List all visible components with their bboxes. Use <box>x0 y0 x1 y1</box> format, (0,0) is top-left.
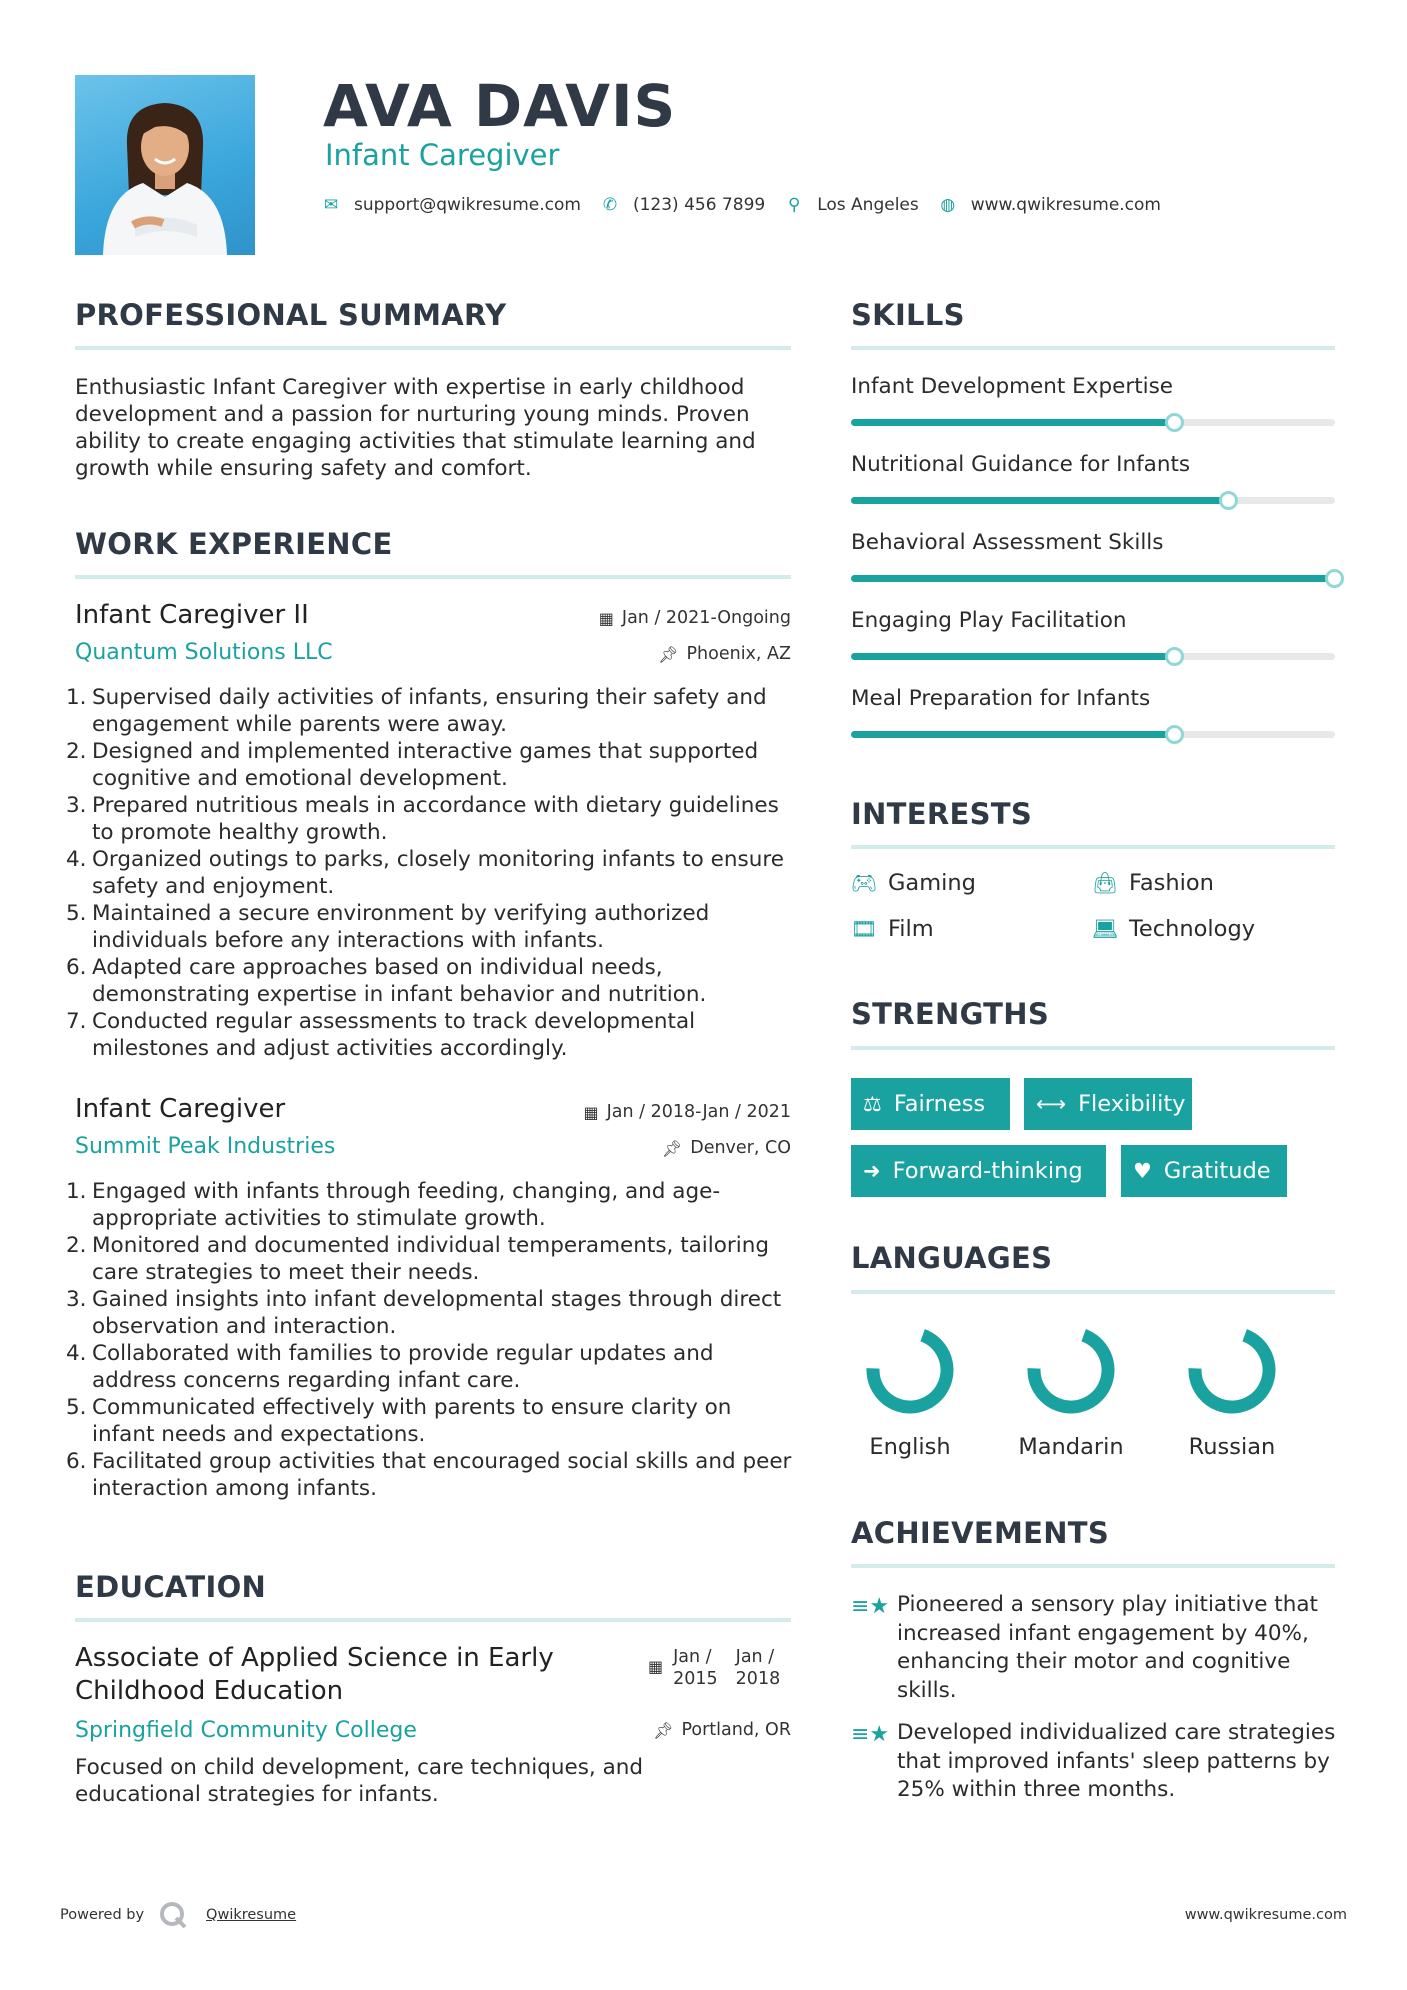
section-title-languages: LANGUAGES <box>851 1241 1053 1275</box>
section-title-achievements: ACHIEVEMENTS <box>851 1516 1110 1550</box>
person-illustration <box>75 75 255 255</box>
strength-tag-gratitude: ♥ Gratitude <box>1121 1145 1287 1197</box>
skill-bar-knob <box>1165 413 1184 432</box>
achievement-item: ≡★ Pioneered a sensory play initiative that increased infant engagement by 40%, enhancing their motor and cognitive skills. <box>851 1591 1341 1705</box>
thumbtack-icon: 📌︎ <box>653 1720 674 1740</box>
list-item: 4. Organized outings to parks, closely monitoring infants to ensure safety and enjoyment. <box>66 847 784 899</box>
job-company: Summit Peak Industries <box>75 1134 336 1159</box>
education-location-text: Portland, OR <box>681 1720 791 1740</box>
calendar-icon: ▦ <box>583 1102 599 1122</box>
contact-bar <box>322 195 1181 215</box>
job-location-text: Denver, CO <box>690 1138 791 1158</box>
language-ring <box>862 1322 958 1418</box>
envelope-icon: ✉ <box>323 195 339 215</box>
job-dates <box>500 608 791 628</box>
skill-bar-track <box>851 575 1335 582</box>
degree-title-line2: Childhood Education <box>75 1676 344 1706</box>
contact-phone[interactable]: (123) 456 7899 <box>632 195 766 215</box>
skill-bar-track <box>851 419 1335 426</box>
skill-bar-fill <box>851 497 1229 504</box>
candidate-title: Infant Caregiver <box>325 138 560 172</box>
globe-icon: ◍ <box>940 195 956 215</box>
section-divider <box>75 346 791 350</box>
arrow-right-icon: ➜ <box>863 1159 881 1183</box>
skill-bar-track <box>851 731 1335 738</box>
skill-bar-knob <box>1325 569 1344 588</box>
arrows-h-icon: ⟷ <box>1036 1092 1067 1116</box>
shopping-bag-icon: 👜︎ <box>1091 870 1119 895</box>
education-dates <box>648 1646 780 1690</box>
language-ring-arc <box>1185 1323 1280 1418</box>
footer-brand-link[interactable]: Qwikresume <box>206 1907 297 1923</box>
skill-bar-knob <box>1165 725 1184 744</box>
section-divider <box>851 1564 1335 1568</box>
skill-label: Behavioral Assessment Skills <box>851 530 1164 555</box>
section-divider <box>851 1290 1335 1294</box>
job-dates-text: Jan / 2021-Ongoing <box>621 608 791 628</box>
skill-label: Engaging Play Facilitation <box>851 608 1127 633</box>
achievement-item: ≡★ Developed individualized care strategies that improved infants' sleep patterns by 25% within three months. <box>851 1719 1341 1805</box>
heart-icon: ♥ <box>1133 1159 1152 1183</box>
degree-title-line1: Associate of Applied Science in Early <box>75 1643 554 1673</box>
list-item: 3. Gained insights into infant developmental stages through direct observation and interaction. <box>66 1287 782 1339</box>
job-dates <box>500 1102 791 1122</box>
skill-bar-knob <box>1165 647 1184 666</box>
section-title-summary: PROFESSIONAL SUMMARY <box>75 298 507 332</box>
strength-tag-fairness: ⚖ Fairness <box>851 1078 1010 1130</box>
skill-bar-fill <box>851 419 1175 426</box>
star-icon: ≡★ <box>851 1594 890 1619</box>
job-title: Infant Caregiver II <box>75 600 309 630</box>
skill-label: Infant Development Expertise <box>851 374 1174 399</box>
calendar-icon: ▦ <box>598 608 614 628</box>
section-title-education: EDUCATION <box>75 1570 267 1604</box>
thumbtack-icon: 📌︎ <box>658 644 679 664</box>
interest-gaming: 🎮︎ Gaming <box>850 870 976 896</box>
edu-start-month: Jan / <box>673 1647 712 1667</box>
edu-start-year: 2015 <box>673 1669 718 1689</box>
section-title-interests: INTERESTS <box>851 797 1033 831</box>
section-divider <box>75 575 791 579</box>
contact-email[interactable]: support@qwikresume.com <box>354 195 581 215</box>
skill-label: Nutritional Guidance for Infants <box>851 452 1191 477</box>
map-marker-icon: ⚲ <box>787 195 801 215</box>
job-bullets <box>66 684 796 1062</box>
job-bullets <box>66 1178 796 1502</box>
powered-by-text: Powered by <box>60 1907 145 1923</box>
edu-end-year: 2018 <box>735 1669 781 1689</box>
language-item <box>1162 1322 1302 1460</box>
job-location-text: Phoenix, AZ <box>686 644 791 664</box>
language-label: English <box>869 1434 951 1460</box>
candidate-name: AVA DAVIS <box>323 72 677 140</box>
summary-text: Enthusiastic Infant Caregiver with expertise in early childhood development and a passion for nurturing young minds. Proven ability to create engaging activities that stimulate learning and growth while ensuring safety and comfort. <box>75 375 756 481</box>
calendar-icon: ▦ <box>648 1657 664 1676</box>
edu-end-month: Jan / <box>735 1647 775 1667</box>
film-icon: 🎞︎ <box>850 916 878 941</box>
list-item: 1. Engaged with infants through feeding, changing, and age-appropriate activities to stimulate growth. <box>66 1179 721 1231</box>
job-company: Quantum Solutions LLC <box>75 640 333 665</box>
list-item: 5. Communicated effectively with parents to ensure clarity on infant needs and expectations. <box>66 1395 732 1447</box>
language-ring <box>1184 1322 1280 1418</box>
interest-technology: 💻︎ Technology <box>1091 916 1256 942</box>
list-item: 5. Maintained a secure environment by verifying authorized individuals before any interactions with infants. <box>66 901 710 953</box>
qwikresume-logo-icon <box>158 1900 188 1930</box>
section-divider <box>75 1618 791 1622</box>
interest-film: 🎞︎ Film <box>850 916 934 942</box>
language-ring-arc <box>863 1323 958 1418</box>
language-ring-arc <box>1024 1323 1119 1418</box>
skill-label: Meal Preparation for Infants <box>851 686 1151 711</box>
language-label: Mandarin <box>1018 1434 1124 1460</box>
list-item: 2. Monitored and documented individual temperaments, tailoring care strategies to meet their needs. <box>66 1233 769 1285</box>
school-name: Springfield Community College <box>75 1718 417 1743</box>
list-item: 4. Collaborated with families to provide regular updates and address concerns regarding infant care. <box>66 1341 714 1393</box>
language-ring <box>1023 1322 1119 1418</box>
contact-location: Los Angeles <box>817 195 919 215</box>
interest-fashion: 👜︎ Fashion <box>1091 870 1214 896</box>
laptop-icon: 💻︎ <box>1091 916 1119 941</box>
job-dates-text: Jan / 2018-Jan / 2021 <box>606 1102 791 1122</box>
language-label: Russian <box>1188 1434 1276 1460</box>
skill-bar-knob <box>1219 491 1238 510</box>
education-description: Focused on child development, care techniques, and educational strategies for infants. <box>75 1755 644 1807</box>
section-divider <box>851 845 1335 849</box>
skill-bar-fill <box>851 731 1175 738</box>
profile-photo <box>75 75 255 255</box>
section-divider <box>851 346 1335 350</box>
section-title-strengths: STRENGTHS <box>851 997 1050 1031</box>
balance-scale-icon: ⚖ <box>863 1092 882 1116</box>
job-location <box>500 644 791 664</box>
education-location <box>500 1720 791 1740</box>
thumbtack-icon: 📌︎ <box>661 1138 683 1158</box>
skill-bar-track <box>851 653 1335 660</box>
section-title-skills: SKILLS <box>851 298 965 332</box>
list-item: 1. Supervised daily activities of infants, ensuring their safety and engagement while parents were away. <box>66 685 767 737</box>
gamepad-icon: 🎮︎ <box>850 870 878 895</box>
list-item: 6. Facilitated group activities that encouraged social skills and peer interaction among infants. <box>66 1449 792 1501</box>
list-item: 3. Prepared nutritious meals in accordance with dietary guidelines to promote healthy growth. <box>66 793 779 845</box>
contact-website[interactable]: www.qwikresume.com <box>970 195 1161 215</box>
phone-icon: ✆ <box>602 195 618 215</box>
list-item: 6. Adapted care approaches based on individual needs, demonstrating expertise in infant behavior and nutrition. <box>66 955 707 1007</box>
list-item: 7. Conducted regular assessments to track developmental milestones and adjust activities accordingly. <box>66 1009 696 1061</box>
skill-bar-track <box>851 497 1335 504</box>
star-icon: ≡★ <box>851 1722 890 1747</box>
footer-website[interactable]: www.qwikresume.com <box>1184 1907 1347 1923</box>
strength-tag-flexibility: ⟷ Flexibility <box>1024 1078 1192 1130</box>
language-item <box>840 1322 980 1460</box>
section-title-experience: WORK EXPERIENCE <box>75 527 393 561</box>
language-item <box>1001 1322 1141 1460</box>
section-divider <box>851 1046 1335 1050</box>
skill-bar-fill <box>851 575 1335 582</box>
strength-tag-forward-thinking: ➜ Forward-thinking <box>851 1145 1106 1197</box>
list-item: 2. Designed and implemented interactive games that supported cognitive and emotional development. <box>66 739 759 791</box>
job-location <box>500 1138 791 1158</box>
job-title: Infant Caregiver <box>75 1094 286 1124</box>
skill-bar-fill <box>851 653 1175 660</box>
footer-powered-by <box>60 1900 296 1930</box>
